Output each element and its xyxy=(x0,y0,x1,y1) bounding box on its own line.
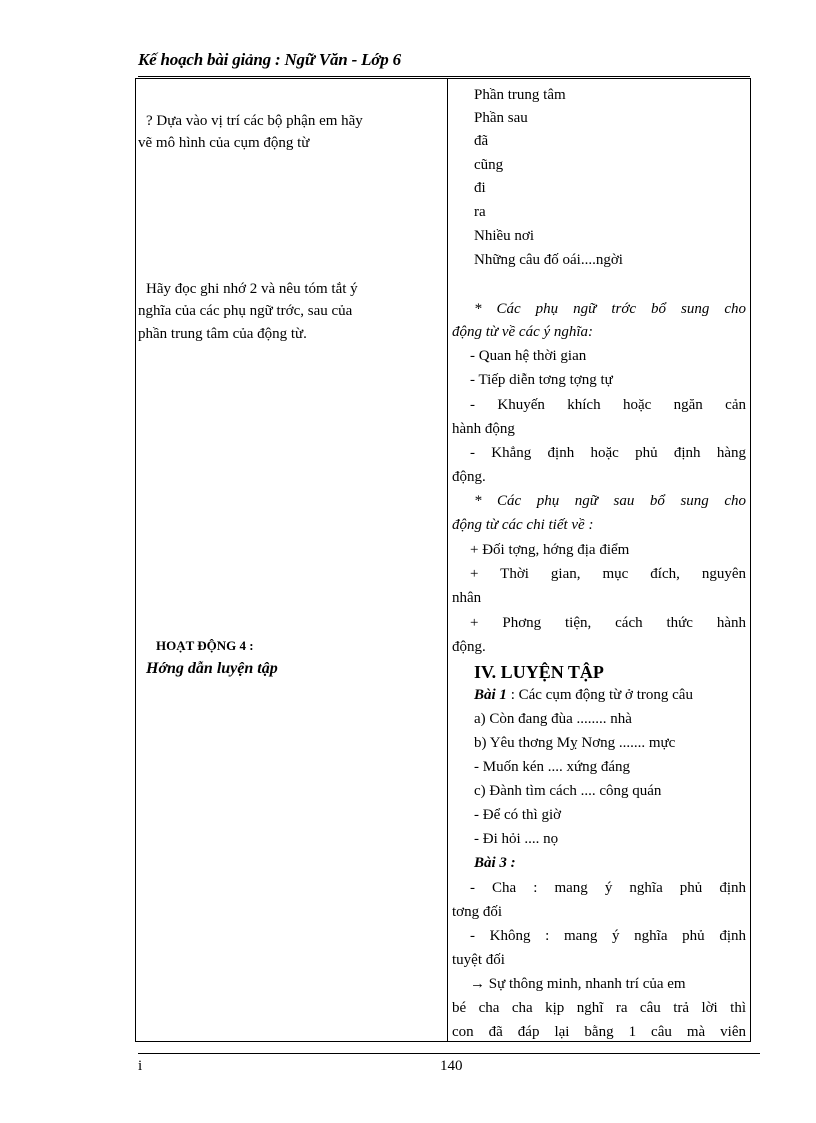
exercise-3-item-2-line-2: tuyệt đối xyxy=(452,952,505,968)
meaning-4-line-1: - Khẳng định hoặc phủ định hàng xyxy=(470,445,746,461)
section-heading: IV. LUYỆN TẬP xyxy=(474,662,604,682)
right-line-5: đi xyxy=(474,180,486,196)
column-divider xyxy=(447,79,448,1041)
example-c-2: - Để có thì giờ xyxy=(474,807,562,823)
meaning-2: - Tiếp diễn tơng tợng tự xyxy=(470,372,613,388)
question-2-line-3: phần trung tâm của động từ. xyxy=(138,326,307,342)
exercise-1-heading xyxy=(474,685,693,705)
exercise-3-item-1-line-2: tơng đối xyxy=(452,904,503,920)
conclusion-line-3: con đã đáp lại bằng 1 câu mà viên xyxy=(452,1024,746,1040)
detail-2-line-1: + Thời gian, mục đích, nguyên xyxy=(470,566,746,582)
footer-rule xyxy=(138,1053,760,1054)
example-b-2: - Muốn kén .... xứng đáng xyxy=(474,759,631,775)
note-2-line-2: động từ các chi tiết về : xyxy=(452,517,594,533)
question-2-line-1: Hãy đọc ghi nhớ 2 và nêu tóm tắt ý xyxy=(146,281,358,297)
right-line-3: đã xyxy=(474,133,489,149)
page-number: 140 xyxy=(440,1058,463,1074)
exercise-1-label: Bài 1 xyxy=(474,687,507,703)
meaning-3-line-2: hành động xyxy=(452,421,515,437)
example-c: c) Đành tìm cách .... công quán xyxy=(474,783,662,799)
header-rule xyxy=(138,76,750,77)
exercise-3-item-2-line-1: - Không : mang ý nghĩa phủ định xyxy=(470,928,746,944)
note-1-line-1: * Các phụ ngữ trớc bổ sung cho xyxy=(474,301,746,317)
right-line-8: Những câu đố oái....ngời xyxy=(474,252,623,268)
example-a: a) Còn đang đùa ........ nhà xyxy=(474,711,632,727)
arrow-icon: → xyxy=(470,976,485,992)
note-2-line-1: * Các phụ ngữ sau bổ sung cho xyxy=(474,493,746,509)
exercise-1-text: : Các cụm động từ ở trong câu xyxy=(506,687,693,703)
meaning-4-line-2: động. xyxy=(452,469,486,485)
example-c-3: - Đi hỏi .... nọ xyxy=(474,831,559,847)
right-line-6: ra xyxy=(474,204,486,220)
question-1-line-1: ? Dựa vào vị trí các bộ phận em hãy xyxy=(146,113,363,129)
footer-left-mark: i xyxy=(138,1058,143,1074)
activity-title: Hớng dẫn luyện tập xyxy=(146,660,278,677)
conclusion-line-1 xyxy=(470,974,746,994)
right-line-7: Nhiều nơi xyxy=(474,228,535,244)
question-2-line-2: nghĩa của các phụ ngữ trớc, sau của xyxy=(138,303,353,319)
right-line-4: cũng xyxy=(474,157,504,173)
detail-3-line-2: động. xyxy=(452,639,486,655)
page-header-title: Kế hoạch bài giảng : Ngữ Văn - Lớp 6 xyxy=(138,50,401,69)
meaning-1: - Quan hệ thời gian xyxy=(470,348,587,364)
exercise-3-item-1-line-1: - Cha : mang ý nghĩa phủ định xyxy=(470,880,746,896)
activity-label: HOẠT ĐỘNG 4 : xyxy=(156,638,254,653)
detail-2-line-2: nhân xyxy=(452,590,482,606)
example-b: b) Yêu thơng Mỵ Nơng ....... mực xyxy=(474,735,676,751)
conclusion-line-2: bé cha cha kịp nghĩ ra câu trả lời thì xyxy=(452,1000,746,1016)
lesson-table xyxy=(135,78,751,1042)
right-line-2: Phần sau xyxy=(474,110,528,126)
detail-1: + Đối tợng, hớng địa điểm xyxy=(470,542,630,558)
detail-3-line-1: + Phơng tiện, cách thức hành xyxy=(470,615,746,631)
right-line-1: Phần trung tâm xyxy=(474,87,566,103)
conclusion-text: Sự thông minh, nhanh trí của em xyxy=(485,976,686,992)
exercise-3-label: Bài 3 : xyxy=(474,855,516,871)
note-1-line-2: động từ về các ý nghĩa: xyxy=(452,324,594,340)
meaning-3-line-1: - Khuyến khích hoặc ngăn cản xyxy=(470,397,746,413)
question-1-line-2: vẽ mô hình của cụm động từ xyxy=(138,135,310,151)
